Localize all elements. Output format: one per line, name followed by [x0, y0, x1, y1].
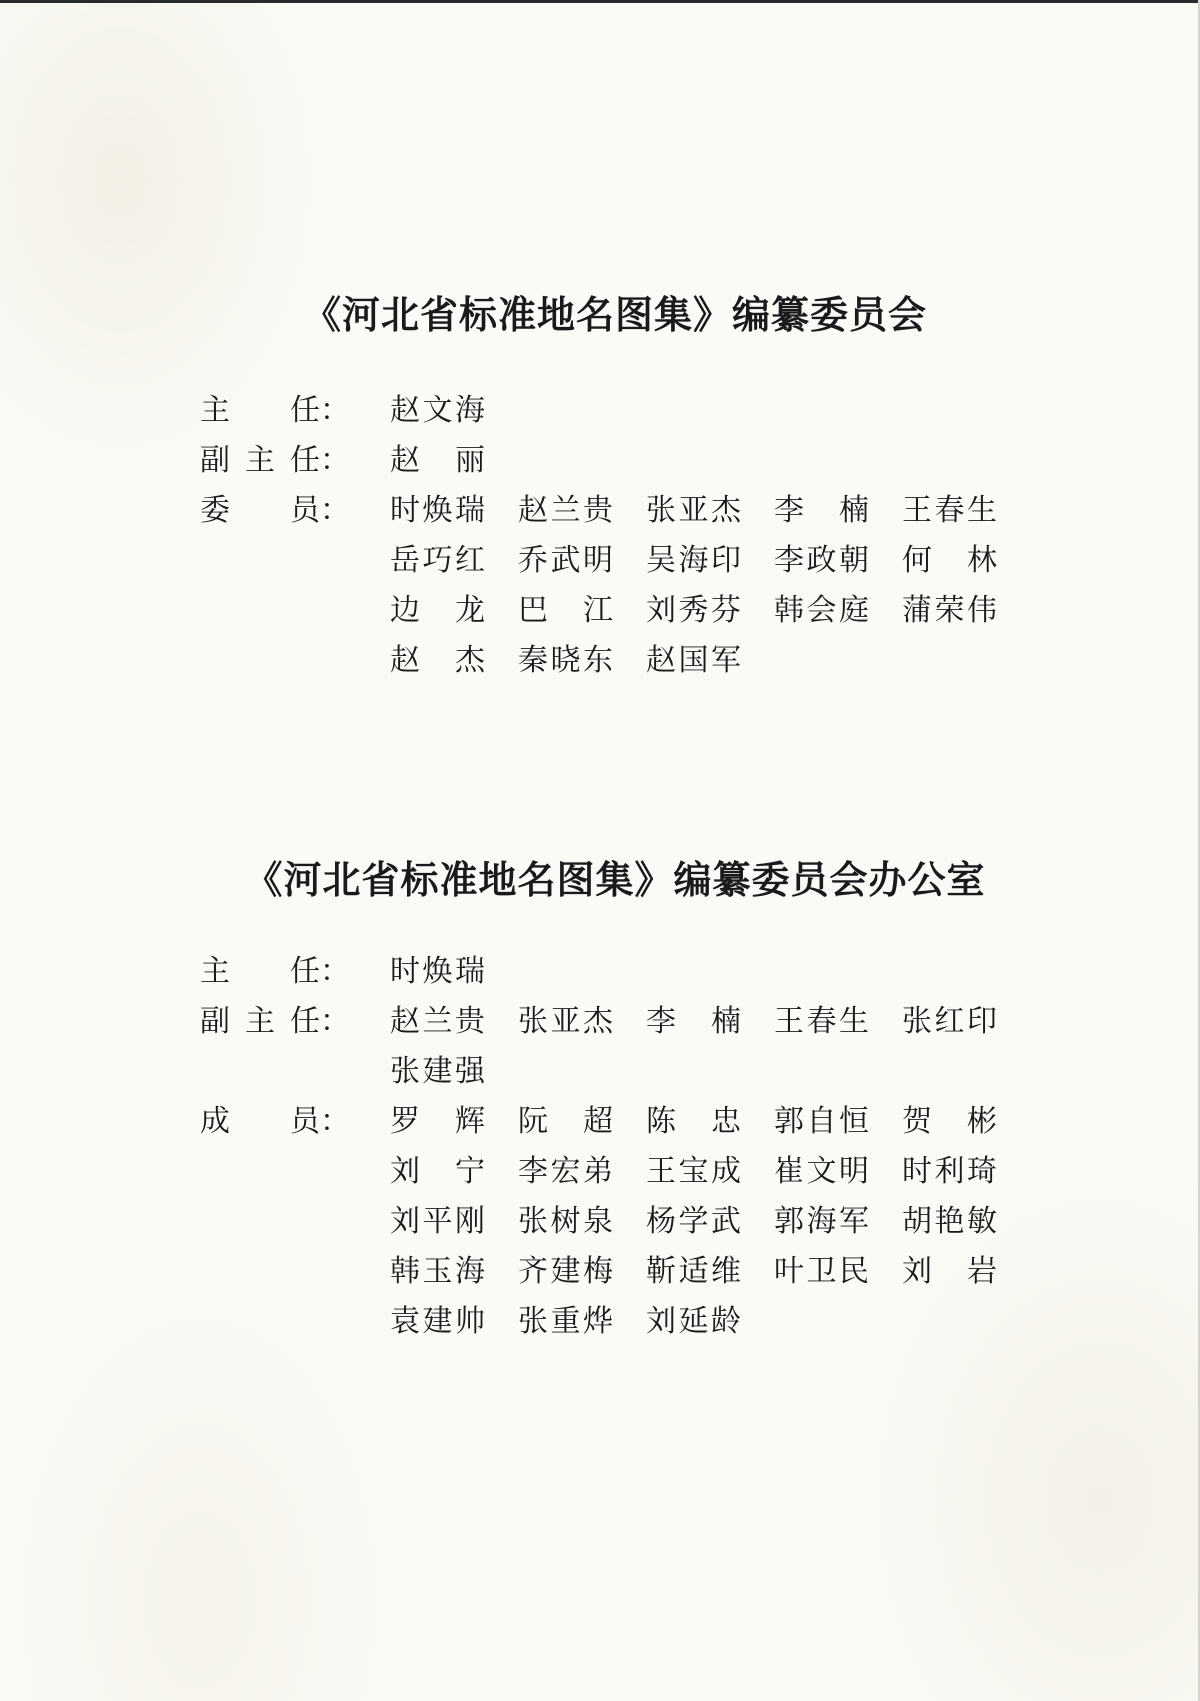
roster-row: [0, 1302, 1200, 1352]
person-name: 李 政 朝: [774, 543, 869, 578]
names-list: [390, 1002, 1030, 1042]
person-name: 李 宏 弟: [518, 1154, 613, 1189]
person-name: 吴 海 印: [646, 543, 741, 578]
person-name: 杨 学 武: [646, 1204, 741, 1239]
person-name: 陈 忠: [646, 1104, 741, 1139]
person-name: 胡 艳 敏: [902, 1204, 997, 1239]
office-title: 《河北省标准地名图集》编纂委员会办公室: [244, 857, 986, 902]
role-label-deputy: 副 主 任：: [200, 443, 350, 478]
person-name: 崔 文 明: [774, 1154, 869, 1189]
roster-row: [0, 641, 1200, 691]
names-list: [390, 1152, 1030, 1192]
roster-row: [0, 391, 1200, 441]
person-name: 赵 丽: [390, 443, 485, 478]
person-name: 赵 兰 贵: [390, 1004, 485, 1039]
person-name: 王 春 生: [774, 1004, 869, 1039]
names-list: [390, 591, 1030, 631]
person-name: 刘 平 刚: [390, 1204, 485, 1239]
person-name: 阮 超: [518, 1104, 613, 1139]
person-name: 刘 宁: [390, 1154, 485, 1189]
person-name: 岳 巧 红: [390, 543, 485, 578]
person-name: 袁 建 帅: [390, 1304, 485, 1339]
committee-roster: [0, 391, 1200, 691]
person-name: 张 重 烨: [518, 1304, 613, 1339]
names-list: [390, 541, 1030, 581]
person-name: 郭 海 军: [774, 1204, 869, 1239]
roster-row: [0, 1002, 1200, 1052]
person-name: 张 树 泉: [518, 1204, 613, 1239]
committee-title: 《河北省标准地名图集》编纂委员会: [302, 292, 927, 337]
role-label-director: 主 任：: [200, 954, 350, 989]
person-name: 罗 辉: [390, 1104, 485, 1139]
person-name: 赵 文 海: [390, 393, 485, 428]
person-name: 何 林: [902, 543, 997, 578]
person-name: 时 焕 瑞: [390, 493, 485, 528]
person-name: 李 楠: [774, 493, 869, 528]
person-name: 张 亚 杰: [518, 1004, 613, 1039]
person-name: 时 焕 瑞: [390, 954, 485, 989]
names-list: [390, 491, 1030, 531]
person-name: 张 建 强: [390, 1054, 485, 1089]
committee-section: [0, 284, 1200, 691]
roster-row: [0, 541, 1200, 591]
person-name: 边 龙: [390, 593, 485, 628]
person-name: 秦 晓 东: [518, 643, 613, 678]
person-name: 齐 建 梅: [518, 1254, 613, 1289]
person-name: 叶 卫 民: [774, 1254, 869, 1289]
person-name: 张 红 印: [902, 1004, 997, 1039]
role-label-director: 主 任：: [200, 393, 350, 428]
names-list: [390, 391, 518, 431]
person-name: 赵 杰: [390, 643, 485, 678]
person-name: 张 亚 杰: [646, 493, 741, 528]
role-label-members: 成 员：: [200, 1104, 350, 1139]
person-name: 巴 江: [518, 593, 613, 628]
names-list: [390, 1252, 1030, 1292]
roster-row: [0, 1152, 1200, 1202]
person-name: 赵 国 军: [646, 643, 741, 678]
person-name: 乔 武 明: [518, 543, 613, 578]
roster-row: [0, 441, 1200, 491]
names-list: [390, 441, 518, 481]
person-name: 时 利 琦: [902, 1154, 997, 1189]
person-name: 王 宝 成: [646, 1154, 741, 1189]
top-border-line: [0, 0, 1200, 3]
roster-row: [0, 1052, 1200, 1102]
person-name: 贺 彬: [902, 1104, 997, 1139]
person-name: 李 楠: [646, 1004, 741, 1039]
person-name: 刘 延 龄: [646, 1304, 741, 1339]
roster-row: [0, 1202, 1200, 1252]
office-roster: [0, 952, 1200, 1352]
names-list: [390, 1102, 1030, 1142]
names-list: [390, 1052, 518, 1092]
roster-row: [0, 1102, 1200, 1152]
person-name: 郭 自 恒: [774, 1104, 869, 1139]
role-label-members: 委 员：: [200, 493, 350, 528]
names-list: [390, 952, 518, 992]
person-name: 韩 玉 海: [390, 1254, 485, 1289]
person-name: 王 春 生: [902, 493, 997, 528]
names-list: [390, 1302, 774, 1342]
person-name: 刘 秀 芬: [646, 593, 741, 628]
office-section: [0, 849, 1200, 1352]
roster-row: [0, 491, 1200, 541]
role-label-deputy: 副 主 任：: [200, 1004, 350, 1039]
roster-row: [0, 591, 1200, 641]
roster-row: [0, 952, 1200, 1002]
names-list: [390, 641, 774, 681]
person-name: 蒲 荣 伟: [902, 593, 997, 628]
roster-row: [0, 1252, 1200, 1302]
person-name: 赵 兰 贵: [518, 493, 613, 528]
person-name: 韩 会 庭: [774, 593, 869, 628]
names-list: [390, 1202, 1030, 1242]
person-name: 靳 适 维: [646, 1254, 741, 1289]
person-name: 刘 岩: [902, 1254, 997, 1289]
